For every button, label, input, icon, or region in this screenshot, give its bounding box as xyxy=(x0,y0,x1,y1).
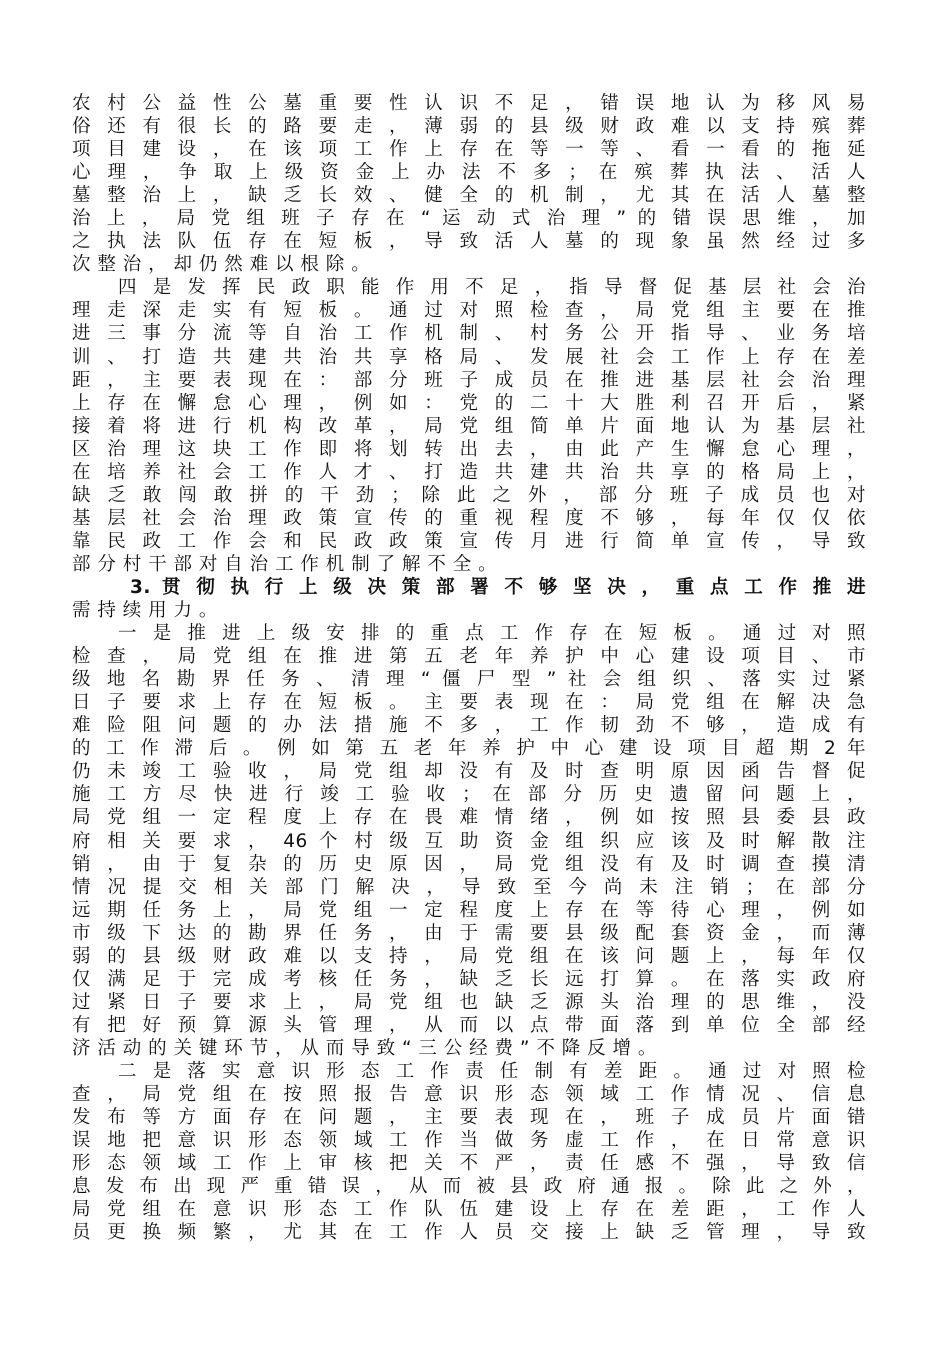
text-line: 局 党 组 在 意 识 形 态 工 作 队 伍 建 设 上 存 在 差 距 ， 工 作 人 xyxy=(72,1199,866,1221)
text-line: 缺 乏 敢 闯 敢 拼 的 干 劲 ； 除 此 之 外 ， 部 分 班 子 成 员 也 对 xyxy=(72,484,866,506)
text-line: 靠 民 政 工 作 会 和 民 政 政 策 宣 传 月 进 行 简 单 宣 传 ， 导 致 xyxy=(72,530,866,552)
text-line: 进 三 事 分 流 等 自 治 工 作 机 制 、 村 务 公 开 指 导 、 业 务 培 xyxy=(72,323,866,345)
text-line: 检 查 ， 局 党 组 在 推 进 第 五 老 年 养 护 中 心 建 设 项 目 、 市 xyxy=(72,646,866,668)
text-line: 日 子 要 求 上 存 在 短 板 。 主 要 表 现 在 ： 局 党 组 在 解 决 急 xyxy=(72,692,866,714)
text-line: 基 层 社 会 治 理 政 策 宣 传 的 重 视 程 度 不 够 ， 每 年 仅 仅 依 xyxy=(72,507,866,529)
section-heading-line: 需 持 续 用 力 。 xyxy=(72,600,218,622)
paragraph-start-line: 二 是 落 实 意 识 形 态 工 作 责 任 制 有 差 距 。 通 过 对 照 检 xyxy=(118,1060,866,1082)
text-line: 市 级 下 达 的 勘 界 任 务 ， 由 于 需 要 县 级 配 套 资 金 ， 而 薄 xyxy=(72,922,866,944)
text-line: 远 期 任 务 上 ， 局 党 组 一 定 程 度 上 存 在 等 待 心 理 ， 例 如 xyxy=(72,899,866,921)
text-line: 形 态 领 域 工 作 上 审 核 把 关 不 严 ， 责 任 感 不 强 ， 导 致 信 xyxy=(72,1153,866,1175)
text-line: 项 目 建 设 ， 在 该 项 工 作 上 存 在 等 一 等 、 看 一 看 的 拖 延 xyxy=(72,139,866,161)
text-line: 部 分 村 干 部 对 自 治 工 作 机 制 了 解 不 全 。 xyxy=(72,553,498,575)
paragraph-start-line: 一 是 推 进 上 级 安 排 的 重 点 工 作 存 在 短 板 。 通 过 对 照 xyxy=(118,623,866,645)
text-line: 墓 整 治 上 ， 缺 乏 长 效 、 健 全 的 机 制 ， 尤 其 在 活 人 墓 整 xyxy=(72,185,866,207)
text-line: 接 着 将 进 行 机 构 改 革 ， 局 党 组 简 单 片 面 地 认 为 基 层 社 xyxy=(72,415,866,437)
text-line: 有 把 好 预 算 源 头 管 理 ， 从 而 以 点 带 面 落 到 单 位 全 部 经 xyxy=(72,1014,866,1036)
text-line: 的 工 作 滞 后 。 例 如 第 五 老 年 养 护 中 心 建 设 项 目 超 期 2 年 xyxy=(72,738,866,760)
text-line: 员 更 换 频 繁 ， 尤 其 在 工 作 人 员 交 接 上 缺 乏 管 理 ， 导 致 xyxy=(72,1222,866,1244)
text-line: 仍 未 竣 工 验 收 ， 局 党 组 却 没 有 及 时 查 明 原 因 函 告 督 促 xyxy=(72,761,866,783)
text-line: 情 况 提 交 相 关 部 门 解 决 ， 导 致 至 今 尚 未 注 销 ； 在 部 分 xyxy=(72,876,866,898)
text-line: 过 紧 日 子 要 求 上 ， 局 党 组 也 缺 乏 源 头 治 理 的 思 维 ， 没 xyxy=(72,991,866,1013)
text-line: 府 相 关 要 求 ， 46 个 村 级 互 助 资 金 组 织 应 该 及 时 解 散 注 xyxy=(72,830,866,852)
text-line: 弱 的 县 级 财 政 难 以 支 持 ， 局 党 组 在 该 问 题 上 ， 每 年 仅 xyxy=(72,945,866,967)
text-line: 之 执 法 队 伍 存 在 短 板 ， 导 致 活 人 墓 的 现 象 虽 然 经 过 多 xyxy=(72,231,866,253)
text-line: 难 险 阻 问 题 的 办 法 措 施 不 多 ， 工 作 韧 劲 不 够 ， 造 成 有 xyxy=(72,715,866,737)
text-line: 心 理 ， 争 取 上 级 资 金 上 办 法 不 多 ； 在 殡 葬 执 法 、 活 人 xyxy=(72,162,866,184)
text-line: 距 ， 主 要 表 现 在 ： 部 分 班 子 成 员 在 推 进 基 层 社 会 治 理 xyxy=(72,369,866,391)
text-line: 仅 满 足 于 完 成 考 核 任 务 ， 缺 乏 长 远 打 算 。 在 落 实 政 府 xyxy=(72,968,866,990)
text-line: 俗 还 有 很 长 的 路 要 走 ， 薄 弱 的 县 级 财 政 难 以 支 持 殡 葬 xyxy=(72,116,866,138)
text-line: 区 治 理 这 块 工 作 即 将 划 转 出 去 ， 由 此 产 生 懈 怠 心 理 ， xyxy=(72,438,866,460)
text-line: 在 培 养 社 会 工 作 人 才 、 打 造 共 建 共 治 共 享 的 格 局 上 ， xyxy=(72,461,866,483)
text-line: 次 整 治 ， 却 仍 然 难 以 根 除 。 xyxy=(72,254,371,276)
text-line: 理 走 深 走 实 有 短 板 。 通 过 对 照 检 查 ， 局 党 组 主 要 在 推 xyxy=(72,300,866,322)
text-line: 上 存 在 懈 怠 心 理 ， 例 如 ： 党 的 二 十 大 胜 利 召 开 后 ， 紧 xyxy=(72,392,866,414)
text-line: 级 地 名 勘 界 任 务 、 清 理 “ 僵 尸 型 ” 社 会 组 织 、 落 实 过 紧 xyxy=(72,669,866,691)
document-page xyxy=(72,92,866,1244)
text-line: 训 、 打 造 共 建 共 治 共 享 格 局 、 发 展 社 会 工 作 上 存 在 差 xyxy=(72,346,866,368)
text-line: 济 活 动 的 关 键 环 节 ， 从 而 导 致 “ 三 公 经 费 ” 不 降 反 增 。 xyxy=(72,1037,657,1059)
paragraph-start-line: 四 是 发 挥 民 政 职 能 作 用 不 足 ， 指 导 督 促 基 层 社 会 治 xyxy=(118,277,866,299)
text-line: 局 党 组 一 定 程 度 上 存 在 畏 难 情 绪 ， 例 如 按 照 县 委 县 政 xyxy=(72,807,866,829)
text-line: 农 村 公 益 性 公 墓 重 要 性 认 识 不 足 ， 错 误 地 认 为 移 风 易 xyxy=(72,93,866,114)
text-line: 治 上 ， 局 党 组 班 子 存 在 “ 运 动 式 治 理 ” 的 错 误 思 维 ， 加 xyxy=(72,208,866,230)
section-heading-line: 3. 贯 彻 执 行 上 级 决 策 部 署 不 够 坚 决 ， 重 点 工 作 推 进 xyxy=(130,576,866,598)
text-line: 销 ， 由 于 复 杂 的 历 史 原 因 ， 局 党 组 没 有 及 时 调 查 摸 清 xyxy=(72,853,866,875)
text-line: 发 布 等 方 面 存 在 问 题 ， 主 要 表 现 在 ， 班 子 成 员 片 面 错 xyxy=(72,1107,866,1129)
text-line: 误 地 把 意 识 形 态 领 域 工 作 当 做 务 虚 工 作 ， 在 日 常 意 识 xyxy=(72,1130,866,1152)
text-line: 息 发 布 出 现 严 重 错 误 ， 从 而 被 县 政 府 通 报 。 除 此 之 外 ， xyxy=(72,1176,866,1198)
text-line: 查 ， 局 党 组 在 按 照 报 告 意 识 形 态 领 域 工 作 情 况 、 信 息 xyxy=(72,1084,866,1106)
text-line: 施 工 方 尽 快 进 行 竣 工 验 收 ； 在 部 分 历 史 遗 留 问 题 上 ， xyxy=(72,784,866,806)
